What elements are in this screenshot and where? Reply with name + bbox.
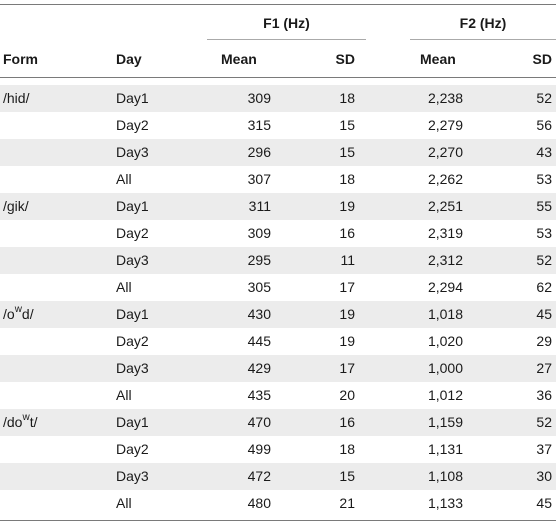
f1-mean-cell: 305 — [247, 279, 271, 295]
f2-sd-cell: 30 — [536, 468, 552, 484]
f1-sd-cell: 19 — [339, 198, 355, 214]
table-bottom-rule — [0, 520, 556, 521]
table-top-rule — [0, 4, 556, 5]
f1-mean-cell: 307 — [247, 171, 271, 187]
f1-sd-cell: 18 — [339, 441, 355, 457]
day-cell: Day2 — [116, 117, 149, 133]
day-cell: Day2 — [116, 225, 149, 241]
day-cell: Day3 — [116, 252, 149, 268]
f2-mean-cell: 1,020 — [427, 333, 463, 349]
table-row — [0, 409, 556, 436]
f2-mean-cell: 2,238 — [427, 90, 463, 106]
f1-sd-cell: 18 — [339, 171, 355, 187]
f1-sd-cell: 19 — [339, 306, 355, 322]
column-header-f1-sd: SD — [335, 51, 355, 67]
f1-sd-cell: 17 — [339, 360, 355, 376]
table-row — [0, 436, 556, 463]
f1-mean-cell: 309 — [247, 225, 271, 241]
table-row — [0, 463, 556, 490]
form-superscript: w — [14, 304, 22, 316]
form-cell — [3, 413, 37, 431]
f1-mean-cell: 480 — [247, 495, 271, 511]
f2-mean-cell: 1,159 — [427, 414, 463, 430]
f2-mean-cell: 2,251 — [427, 198, 463, 214]
f2-sd-cell: 45 — [536, 306, 552, 322]
day-cell: All — [116, 171, 132, 187]
f2-mean-cell: 2,279 — [427, 117, 463, 133]
table-row — [0, 301, 556, 328]
table-row — [0, 85, 556, 112]
f2-mean-cell: 2,270 — [427, 144, 463, 160]
f2-mean-cell: 1,012 — [427, 387, 463, 403]
f2-sd-cell: 62 — [536, 279, 552, 295]
f1-sd-cell: 21 — [339, 495, 355, 511]
f2-sd-cell: 37 — [536, 441, 552, 457]
f1-sd-cell: 19 — [339, 333, 355, 349]
f2-sd-cell: 56 — [536, 117, 552, 133]
f1-mean-cell: 295 — [247, 252, 271, 268]
form-text-end: t/ — [29, 414, 38, 430]
f1-sd-cell: 15 — [339, 468, 355, 484]
f1-sd-cell: 11 — [340, 252, 355, 268]
day-cell: Day3 — [116, 468, 149, 484]
f2-mean-cell: 1,133 — [427, 495, 463, 511]
f1-sd-cell: 20 — [339, 387, 355, 403]
f1-sd-cell: 15 — [339, 144, 355, 160]
f2-sd-cell: 53 — [536, 225, 552, 241]
f1-sd-cell: 16 — [339, 225, 355, 241]
table-row — [0, 139, 556, 166]
column-header-day: Day — [116, 51, 142, 67]
f2-mean-cell: 2,294 — [427, 279, 463, 295]
f2-mean-cell: 2,312 — [427, 252, 463, 268]
table-row — [0, 220, 556, 247]
table-row — [0, 274, 556, 301]
day-cell: All — [116, 495, 132, 511]
day-cell: All — [116, 387, 132, 403]
f2-sd-cell: 55 — [536, 198, 552, 214]
f1-sd-cell: 18 — [339, 90, 355, 106]
column-header-f2-sd: SD — [532, 51, 552, 67]
f2-sd-cell: 52 — [536, 90, 552, 106]
f1-mean-cell: 470 — [247, 414, 271, 430]
f1-mean-cell: 499 — [247, 441, 271, 457]
f1-mean-cell: 430 — [247, 306, 271, 322]
table-row — [0, 166, 556, 193]
f2-mean-cell: 2,319 — [427, 225, 463, 241]
f2-mean-cell: 1,108 — [427, 468, 463, 484]
day-cell: Day2 — [116, 333, 149, 349]
form-text: /o — [3, 306, 15, 322]
f2-mean-cell: 1,018 — [427, 306, 463, 322]
form-text: /gik/ — [3, 198, 29, 214]
f2-mean-cell: 1,000 — [427, 360, 463, 376]
header-bottom-rule — [0, 77, 556, 78]
table-row — [0, 247, 556, 274]
form-text: /do — [3, 414, 23, 430]
f2-sd-cell: 53 — [536, 171, 552, 187]
day-cell: Day2 — [116, 441, 149, 457]
f2-group-rule — [410, 39, 556, 40]
column-header-f2-mean: Mean — [420, 51, 456, 67]
form-superscript: w — [22, 412, 30, 424]
table-row — [0, 355, 556, 382]
table-row — [0, 112, 556, 139]
f2-sd-cell: 52 — [536, 252, 552, 268]
day-cell: Day1 — [116, 306, 149, 322]
day-cell: Day3 — [116, 144, 149, 160]
f1-sd-cell: 15 — [339, 117, 355, 133]
f1-mean-cell: 445 — [247, 333, 271, 349]
day-cell: All — [116, 279, 132, 295]
f2-mean-cell: 2,262 — [427, 171, 463, 187]
f2-mean-cell: 1,131 — [427, 441, 463, 457]
table-row — [0, 490, 556, 517]
f1-mean-cell: 315 — [247, 117, 271, 133]
column-header-f1-mean: Mean — [221, 51, 257, 67]
f1-sd-cell: 17 — [339, 279, 355, 295]
f1-mean-cell: 472 — [247, 468, 271, 484]
f1-group-header: F1 (Hz) — [263, 15, 310, 31]
form-cell — [3, 89, 29, 107]
f1-mean-cell: 309 — [247, 90, 271, 106]
f1-mean-cell: 296 — [247, 144, 271, 160]
table-row — [0, 328, 556, 355]
day-cell: Day1 — [116, 414, 149, 430]
f2-sd-cell: 27 — [536, 360, 552, 376]
form-cell — [3, 197, 29, 215]
day-cell: Day3 — [116, 360, 149, 376]
f2-sd-cell: 45 — [536, 495, 552, 511]
f1-mean-cell: 429 — [247, 360, 271, 376]
f2-sd-cell: 29 — [536, 333, 552, 349]
f1-group-rule — [207, 39, 366, 40]
form-cell — [3, 305, 34, 323]
table-row — [0, 382, 556, 409]
f1-mean-cell: 311 — [248, 198, 271, 214]
f2-sd-cell: 52 — [536, 414, 552, 430]
f2-sd-cell: 43 — [536, 144, 552, 160]
form-text: /hid/ — [3, 90, 30, 106]
day-cell: Day1 — [116, 198, 149, 214]
f1-mean-cell: 435 — [247, 387, 271, 403]
f2-group-header: F2 (Hz) — [459, 15, 507, 31]
table-row — [0, 193, 556, 220]
f1-sd-cell: 16 — [339, 414, 355, 430]
form-text-end: d/ — [21, 306, 34, 322]
column-header-form: Form — [3, 51, 38, 67]
f2-sd-cell: 36 — [536, 387, 552, 403]
day-cell: Day1 — [116, 90, 149, 106]
